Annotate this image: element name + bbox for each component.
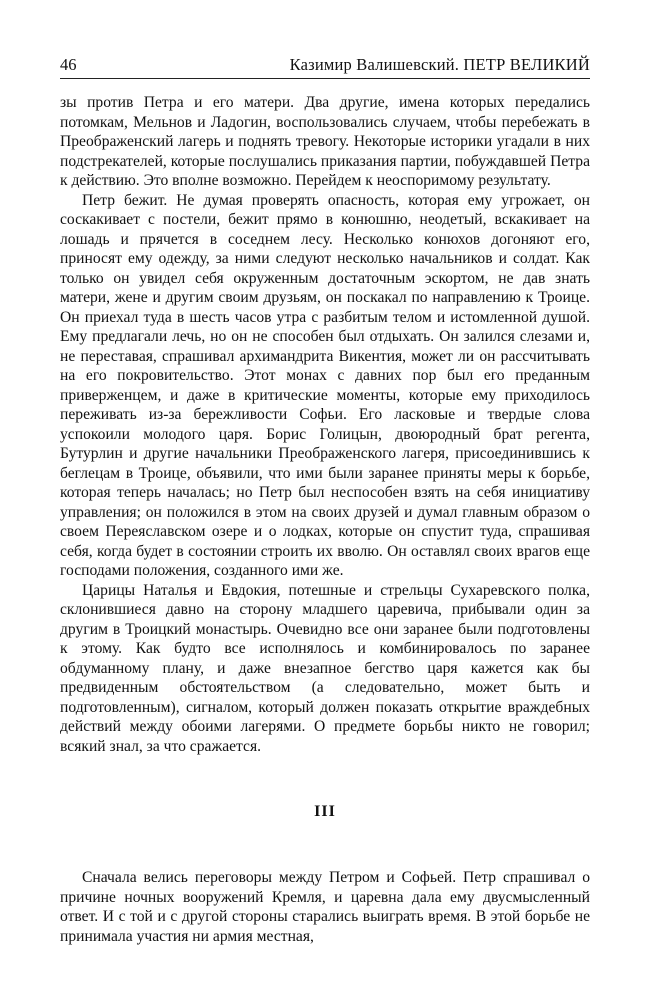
paragraph: Петр бежит. Не думая проверять опасность, которая ему угрожает, он соскакивает с постели, бежит прямо в конюшню, неодетый, вскакивает на лошадь и прячется в соседнем лесу. Несколько конюхов догоняют его, приносят ему одежду, за ними следуют несколько начальников и солдат. Как только он увидел себя окруженным достаточным эскортом, не дав знать матери, жене и другим своим друзьям, он поскакал по направлению к Троице. Он приехал туда в шесть часов утра с разбитым телом и истомленной душой. Ему предлагали лечь, но он не способен был отдыхать. Он залился слезами и, не переставая, спрашивал архимандрита Викентия, может ли он рассчитывать на его покровительство. Этот монах с давних пор был его преданным приверженцем, и даже в критические моменты, которые ему приходилось переживать из-за бережливости Софьи. Его ласковые и твердые слова успокоили молодого царя. Борис Голицын, двоюродный брат регента, Бутурлин и другие начальники Преображенского лагеря, присоединившись к беглецам в Троице, объявили, что ими были заранее приняты меры к борьбе, которая теперь началась; но Петр был неспособен взять на себя инициативу управления; он положился в этом на своих друзей и думал главным образом о своем Переяславском озере и о лодках, которые он спустит туда, спрашивая себя, когда будет в состоянии строить их вволю. Он оставлял своих врагов еще господами положения, созданного ими же. <box>60 191 590 579</box>
book-page <box>60 52 590 946</box>
body-text <box>60 93 590 946</box>
page-number: 46 <box>60 55 77 74</box>
running-header <box>60 52 590 79</box>
paragraph: Сначала велись переговоры между Петром и Софьей. Петр спрашивал о причине ночных вооружений Кремля, и царевна дала ему двусмысленный ответ. И с той и с другой стороны старались выиграть время. В этой борьбе не принимала участия ни армия местная, <box>60 869 590 945</box>
section-heading: III <box>314 803 336 820</box>
paragraph: зы против Петра и его матери. Два другие, имена которых передались потомкам, Мельнов и Ладогин, воспользовались случаем, чтобы перебежать в Преображенский лагерь и поднять тревогу. Некоторые историки угадали в них подстрекателей, которые послушались приказания партии, побуждавшей Петра к действию. Это вполне возможно. Перейдем к неоспоримому результату. <box>60 94 590 189</box>
paragraph: Царицы Наталья и Евдокия, потешные и стрельцы Сухаревского полка, склонившиеся давно на сторону младшего царевича, прибывали один за другим в Троицкий монастырь. Очевидно все они заранее были подготовлены к этому. Как будто все исполнялось и комбинировалось по заранее обдуманному плану, и даже внезапное бегство царя кажется как бы предвиденным обстоятельством (а следовательно, может быть и подготовленным), сигналом, который должен показать открытие враждебных действий между обоими лагерями. О предмете борьбы никто не говорил; всякий знал, за что сражается. <box>60 581 590 755</box>
running-title: Казимир Валишевский. ПЕТР ВЕЛИКИЙ <box>289 55 590 74</box>
